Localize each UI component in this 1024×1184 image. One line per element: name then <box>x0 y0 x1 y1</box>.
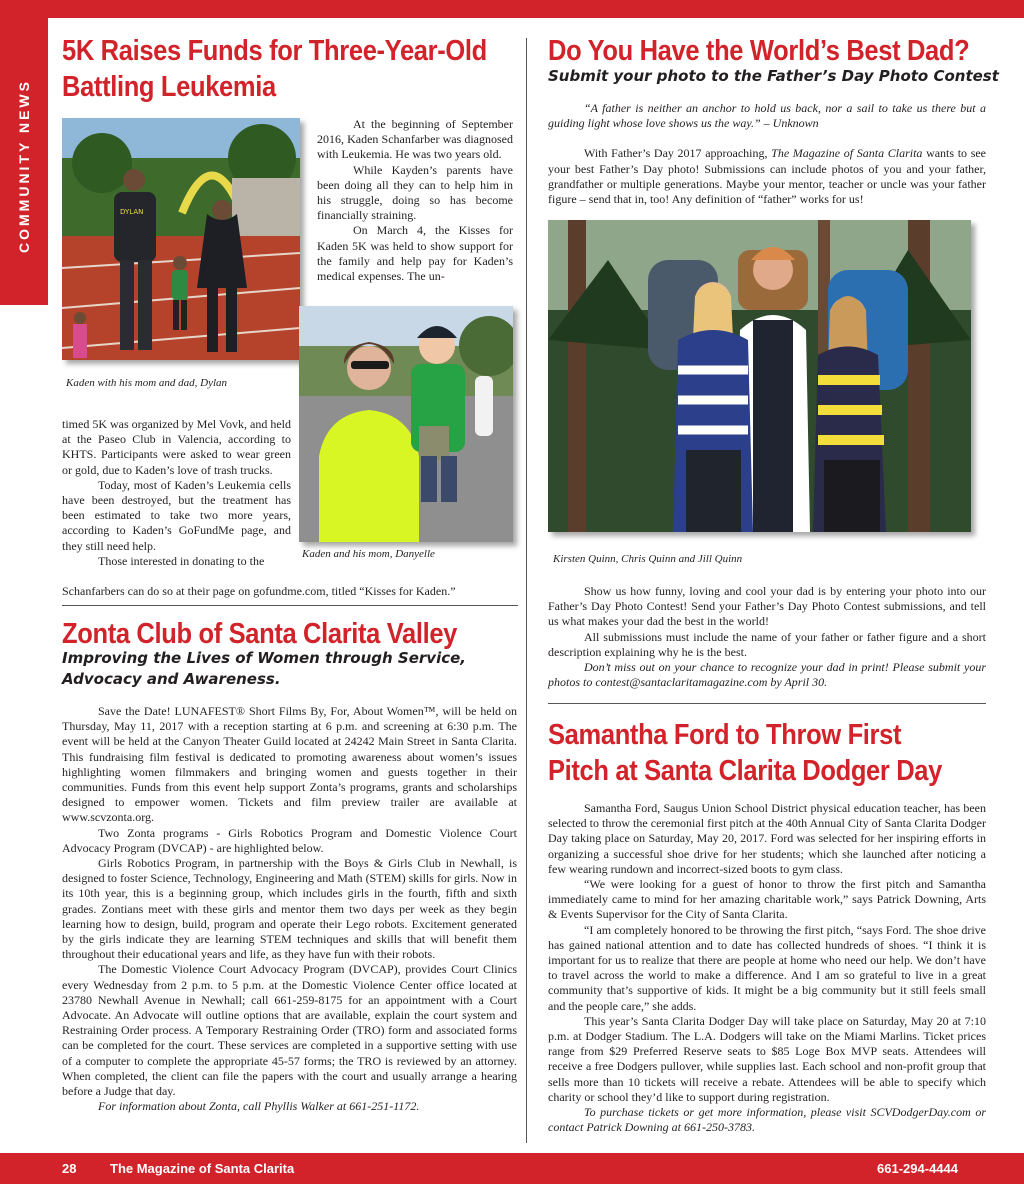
paragraph: “I am completely honored to be throwing the first pitch, “says Ford. The shoe drive has gained national attention and to date has collected hundreds of shoes. “I think it is important for us to realize that there are people at home who need our help. We don’t have to travel across the world to make a difference. And I am so grateful to live in a great community that’s supportive of kids. It might be a big community but it still feels small and the people care,” she adds. <box>548 922 986 1013</box>
kaden-headline: 5K Raises Funds for Three-Year-Old Battling Leukemia <box>62 35 487 103</box>
zonta-headline: Zonta Club of Santa Clarita Valley <box>62 618 458 650</box>
footer-phone: 661-294-4444 <box>877 1161 958 1176</box>
paragraph: This year’s Santa Clarita Dodger Day will take place on Saturday, May 20 at 7:10 p.m. at Dodger Stadium. The L.A. Dodgers will take on the Miami Marlins. Ticket prices range from $29 Preferred Reserve seats to $85 Loge Box MVP seats. Attendees will receive a free Dodgers pullover, while supplies last. Each school and non-profit group that sells more than 10 tickets will receive a rebate. Attendees will be able to specify which charity or school they’d like to support during registration. <box>548 1013 986 1104</box>
caption-kaden-mom: Kaden and his mom, Danyelle <box>302 548 435 560</box>
paragraph: Those interested in donating to the <box>98 553 265 568</box>
paragraph: timed 5K was organized by Mel Vovk, and held at the Paseo Club in Valencia, according to KHTS. Participants were asked to wear green or gold, due to Kaden’s love of trash trucks. <box>62 417 291 477</box>
section-rule <box>548 703 986 704</box>
dad-closing: Don’t miss out on your chance to recognize your dad in print! Please submit your photos to contest@santaclaritamagazine.com by April 30. <box>548 660 986 690</box>
kaden-text-bottom <box>62 417 291 569</box>
paragraph: On March 4, the Kisses for Kaden 5K was held to show support for the family and help pay for Kaden’s medical expenses. The un- <box>317 223 513 284</box>
ford-body <box>548 801 986 1135</box>
caption-quinn-family: Kirsten Quinn, Chris Quinn and Jill Quinn <box>553 553 743 565</box>
dad-body <box>548 584 986 690</box>
paragraph: Two Zonta programs - Girls Robotics Program and Domestic Violence Court Advocacy Program (DVCAP) - are highlighted below. <box>62 825 517 855</box>
zonta-info: For information about Zonta, call Phyllis Walker at 661-251-1172. <box>98 1099 420 1114</box>
section-label: COMMUNITY NEWS <box>16 79 32 253</box>
paragraph: All submissions must include the name of your father or father figure and a short description explaining why he is the best. <box>548 629 986 659</box>
ford-closing: To purchase tickets or get more information, please visit SCVDodgerDay.com or contact Patrick Downing at 661-250-3783. <box>548 1105 986 1135</box>
paragraph: With Father’s Day 2017 approaching, The Magazine of Santa Clarita wants to see your best Father’s Day photo! Submissions can include photos of you and your father, grandfather or multiple generations. Maybe your mentor, teacher or uncle was your father figure – send that in, too! Any definition of “father” works for us! <box>548 146 987 207</box>
magazine-name: The Magazine of Santa Clarita <box>110 1161 295 1176</box>
paragraph: At the beginning of September 2016, Kaden Schanfarber was diagnosed with Leukemia. He was two years old. <box>317 117 513 162</box>
paragraph: While Kayden’s parents have been doing all they can to help him in his struggle, doing so has become financially straining. <box>317 162 513 223</box>
photo-kaden-mom-dad <box>62 118 300 360</box>
section-rule <box>62 605 518 606</box>
kaden-text-final <box>62 584 522 599</box>
paragraph: Show us how funny, loving and cool your dad is by entering your photo into our Father’s Day Photo Contest! Send your Father’s Day Photo Contest submissions, and tell us what makes your dad the best in the world! <box>548 584 986 629</box>
zonta-body <box>62 704 517 1114</box>
caption-kaden-mom-dad: Kaden with his mom and dad, Dylan <box>66 377 228 389</box>
photo-quinn-family <box>548 220 971 532</box>
footer <box>0 1153 1024 1184</box>
kaden-text-top <box>317 117 513 284</box>
paragraph: Schanfarbers can do so at their page on gofundme.com, titled “Kisses for Kaden.” <box>62 584 456 598</box>
photo-kaden-mom <box>299 306 513 542</box>
paragraph: “We were looking for a guest of honor to throw the first pitch and Samantha immediately came to mind for her amazing charitable work,” says Patrick Downing, Arts & Events Supervisor for the City of Santa Clarita. <box>548 877 986 922</box>
top-bar <box>0 0 1024 18</box>
section-tab <box>0 18 48 305</box>
shirt-text: DYLAN <box>120 208 144 216</box>
paragraph: Girls Robotics Program, in partnership with the Boys & Girls Club in Newhall, is designed to foster Science, Technology, Engineering and Math (STEM) skills for girls. Now in its 10th year, this is a beginning group, which includes girls in the fourth, fifth and sixth grades. Zontians meet with these girls and mentor them two days per week as they begin learning how to design, build, program and operate their Lego robots. Excitement generated by the girls indicate they are learning STEM techniques and skills that will benefit them throughout their educational years and life, as they have fun with their robots. <box>62 856 517 962</box>
paragraph: Samantha Ford, Saugus Union School District physical education teacher, has been selected to throw the ceremonial first pitch at the 40th Annual City of Santa Clarita Dodger Day taking place on Saturday, May 20, 2017. Ford was selected for her inspiring efforts in organizing a successful shoe drive for her students; which she launched after noticing a few wearing rundown and incorrect-sized boots to gym class. <box>548 801 986 876</box>
paragraph: Save the Date! LUNAFEST® Short Films By, For, About Women™, will be held on Thursday, May 11, 2017 with a reception starting at 6 p.m. and screening at 6:30 p.m. The event will be held at the Canyon Theater Guild located at 24242 Main Street in Santa Clarita. This fundraising film festival is dedicated to promoting awareness about women’s issues highlighting women filmmakers and bringing women and guests together in their communities. Funds from this event help support Zonta’s programs, grants and scholarships designed to empower women. Tickets and film preview trailer are available at www.scvzonta.org. <box>62 704 517 825</box>
page-number: 28 <box>62 1161 77 1176</box>
zonta-subhead: Improving the Lives of Women through Service, Advocacy and Awareness. <box>62 649 466 688</box>
dad-intro <box>548 101 986 207</box>
column-divider <box>526 38 527 1143</box>
dad-quote: “A father is neither an anchor to hold us back, nor a sail to take us there but a guiding light whose love shows us the way.” – Unknown <box>548 101 986 131</box>
paragraph: The Domestic Violence Court Advocacy Program (DVCAP), provides Court Clinics every Wednesday from 2 p.m. to 5 p.m. at the Domestic Violence Center office located at 23780 Newhall Avenue in Newhall; call 661-259-8175 for an appointment with a Court Advocate. An Advocate will outline options that are available, explain the court system and Restraining Order process. A Temporary Restraining Order (TRO) form and associated forms can be completed for the court. These services are completed in a supportive setting with use of a computer to complete the appropriate 45-57 forms; the TRO is reviewed by an attorney. When completed, the client can file the papers with the court and usually arrange a hearing before a Judge that day. <box>62 962 517 1099</box>
dad-subhead: Submit your photo to the Father’s Day Photo Contest <box>548 67 999 85</box>
dad-headline: Do You Have the World’s Best Dad? <box>548 35 970 67</box>
ford-headline: Samantha Ford to Throw First Pitch at Santa Clarita Dodger Day <box>548 719 942 787</box>
paragraph: Today, most of Kaden’s Leukemia cells have been destroyed, but the treatment has been estimated to take two more years, according to Kaden’s GoFundMe page, and they still need help. <box>62 477 291 553</box>
